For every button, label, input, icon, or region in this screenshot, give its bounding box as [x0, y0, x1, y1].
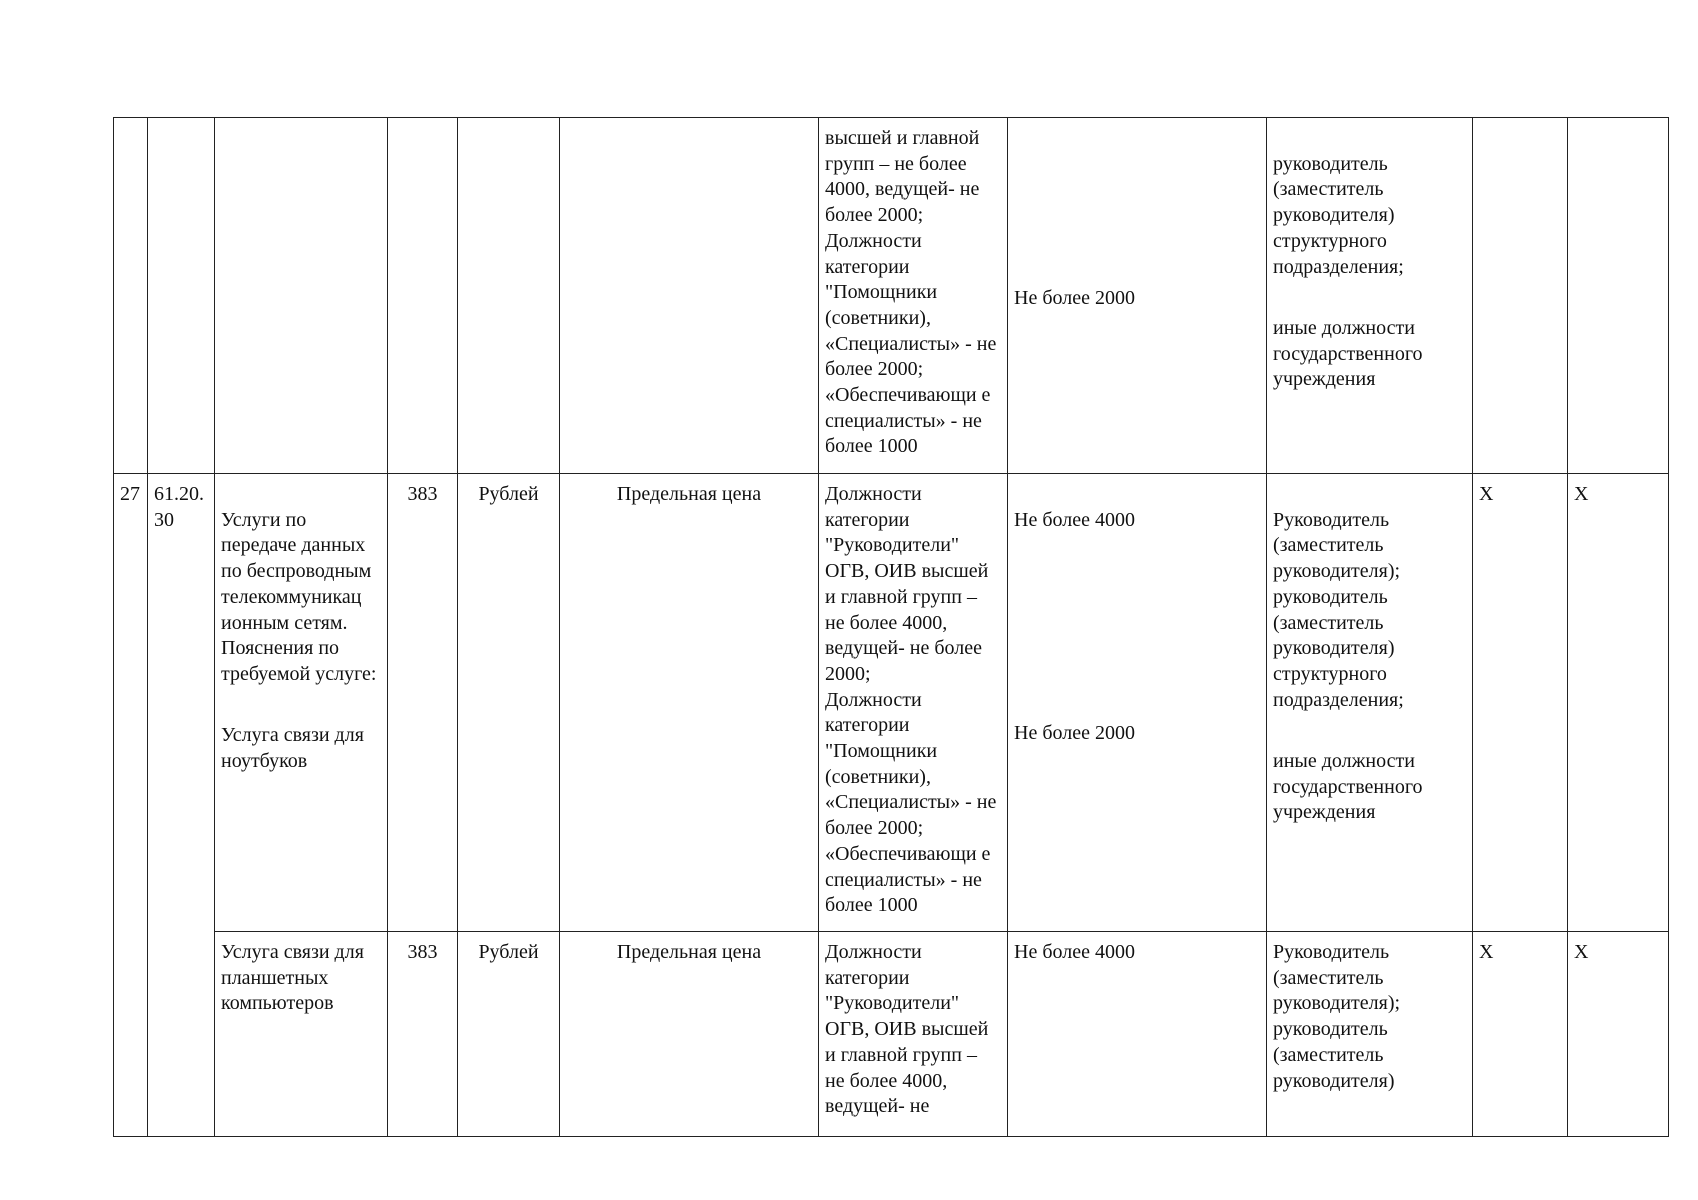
requirements-table	[113, 117, 1669, 1137]
table-row	[114, 932, 1669, 1137]
cell-okei	[388, 118, 458, 474]
cell-requirements	[819, 118, 1008, 474]
cell-unit: Рублей	[458, 474, 560, 932]
value-text-a: Не более 4000	[1014, 508, 1135, 531]
cell-okei: 383	[388, 474, 458, 932]
cell-unit	[458, 118, 560, 474]
cell-code: 61.20. 30	[148, 474, 215, 1137]
value-text: Не более 2000	[1014, 287, 1135, 309]
service-description: Услуги по передаче данных по беспроводным телекоммуникац ионным сетям. Пояснения по требуемой услуге:	[221, 508, 377, 685]
cell-characteristic: Предельная цена	[560, 474, 819, 932]
cell-positions: Руководитель (заместитель руководителя); руководитель (заместитель руководителя)	[1267, 932, 1473, 1137]
value-text-b: Не более 2000	[1014, 722, 1135, 745]
cell-code	[148, 118, 215, 474]
positions-text-b: иные должности государственного учреждения	[1273, 750, 1423, 824]
table-row	[114, 474, 1669, 932]
cell-value: Не более 4000	[1008, 932, 1267, 1137]
cell-name	[215, 474, 388, 932]
cell-requirements: Должности категории "Руководители" ОГВ, ОИВ высшей и главной групп – не более 4000, ведущей- не более 2000; Должности категории "Помощники (советники), «Специалисты» - не более 2000; «Обеспечивающи е специалисты» - не более 1000	[819, 474, 1008, 932]
cell-mark-1: X	[1473, 474, 1568, 932]
requirements-text: высшей и главной групп – не более 4000, ведущей- не более 2000; Должности категории "Помощники (советники), «Специалисты» - не более 2000; «Обеспечивающи е специалисты» - не более 1000	[825, 127, 997, 458]
cell-name	[215, 118, 388, 474]
cell-mark-2	[1568, 118, 1669, 474]
cell-mark-2: X	[1568, 932, 1669, 1137]
service-name-laptops: Услуга связи для ноутбуков	[221, 724, 364, 773]
cell-mark-1	[1473, 118, 1568, 474]
cell-name: Услуга связи для планшетных компьютеров	[215, 932, 388, 1137]
cell-characteristic	[560, 118, 819, 474]
cell-mark-2: X	[1568, 474, 1669, 932]
cell-characteristic: Предельная цена	[560, 932, 819, 1137]
positions-text-a: руководитель (заместитель руководителя) структурного подразделения;	[1273, 152, 1404, 278]
cell-value	[1008, 118, 1267, 474]
cell-positions	[1267, 474, 1473, 932]
positions-text-b: иные должности государственного учреждения	[1273, 316, 1423, 391]
cell-positions	[1267, 118, 1473, 474]
cell-num	[114, 118, 148, 474]
cell-mark-1: X	[1473, 932, 1568, 1137]
table-row	[114, 118, 1669, 474]
positions-text-a: Руководитель (заместитель руководителя); руководитель (заместитель руководителя) структурного подразделения;	[1273, 508, 1404, 711]
cell-okei: 383	[388, 932, 458, 1137]
cell-requirements: Должности категории "Руководители" ОГВ, ОИВ высшей и главной групп – не более 4000, ведущей- не	[819, 932, 1008, 1137]
cell-unit: Рублей	[458, 932, 560, 1137]
cell-num: 27	[114, 474, 148, 1137]
cell-value	[1008, 474, 1267, 932]
